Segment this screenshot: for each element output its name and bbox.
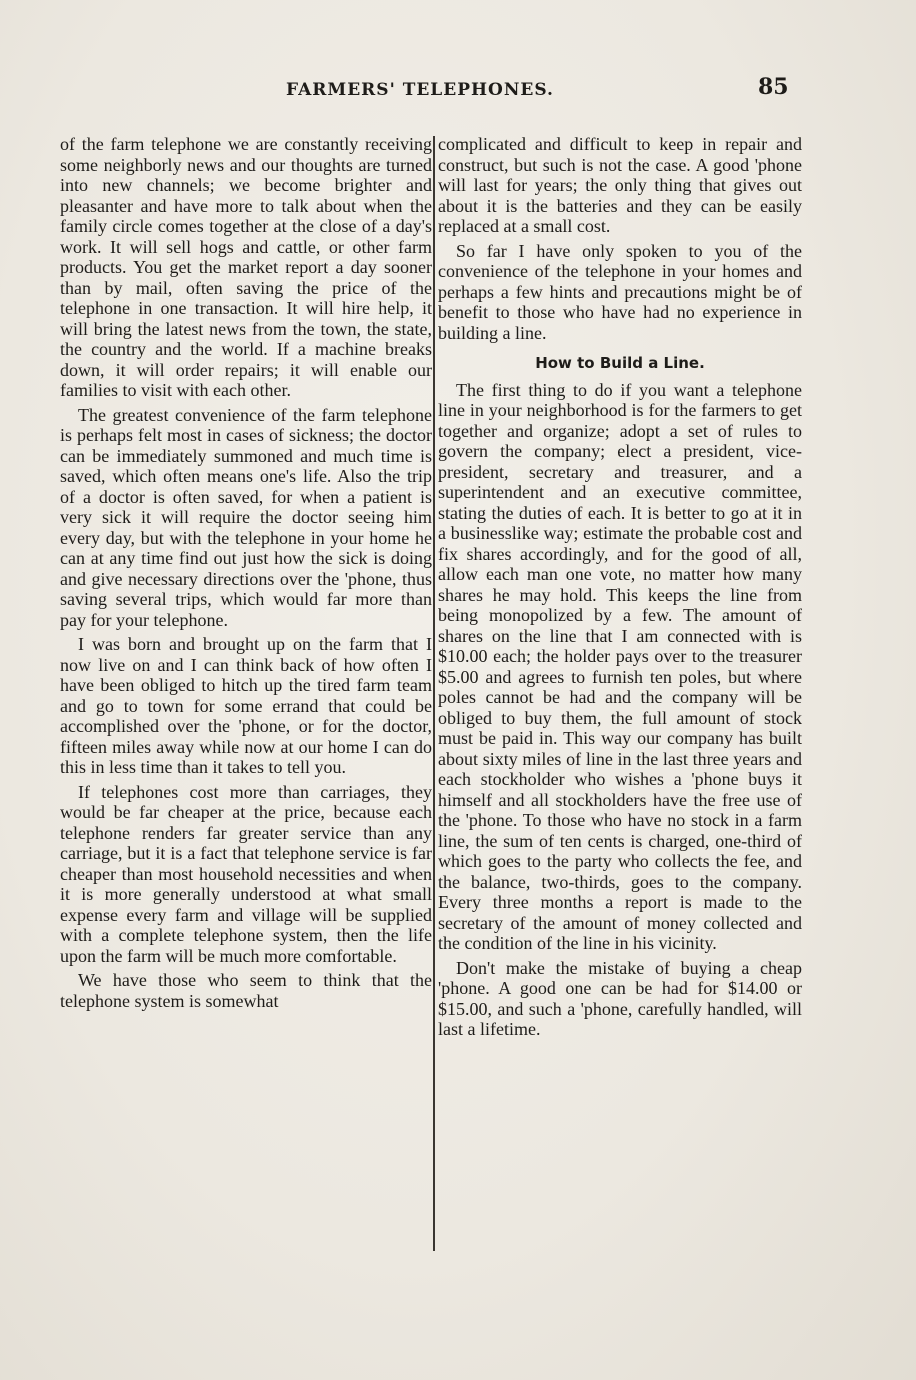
paragraph: We have those who seem to think that the telephone system is somewhat: [60, 970, 432, 1011]
paragraph: of the farm telephone we are constantly receiving some neighborly news and our thoughts are turned into new channels; we become brighter and pleasanter and have more to talk about when the family circle comes together at the close of a day's work. It will sell hogs and cattle, or other farm products. You get the market report a day sooner than by mail, often saving the price of the telephone in one transaction. It will hire help, it will bring the latest news from the town, the state, the country and the world. If a machine breaks down, it will order repairs; it will enable our families to visit with each other.: [60, 134, 432, 400]
column-divider: [433, 136, 435, 1251]
paragraph: Don't make the mistake of buying a cheap 'phone. A good one can be had for $14.00 or $15.00, and such a 'phone, carefully handled, will last a lifetime.: [438, 957, 802, 1039]
paragraph: I was born and brought up on the farm that I now live on and I can think back of how often I have been obliged to hitch up the tired farm team and go to town for some errand that could be accomplished over the 'phone, or for the doctor, fifteen miles away while now at our home I can do this in less time than it takes to tell you.: [60, 634, 432, 777]
left-column: [60, 134, 432, 1015]
paragraph: The greatest convenience of the farm telephone is perhaps felt most in cases of sickness; the doctor can be immediately summoned and much time is saved, which often means one's life. Also the trip of a doctor is often saved, for when a patient is very sick it will require the doctor seeing him every day, but with the telephone in your home he can at any time find out just how the sick is doing and give necessary directions over the 'phone, thus saving several trips, which would far more than pay for your telephone.: [60, 404, 432, 630]
page-header: [0, 74, 916, 114]
paragraph: complicated and difficult to keep in repair and construct, but such is not the case. A good 'phone will last for years; the only thing that gives out about it is the batteries and they can be easily replaced at a small cost.: [438, 134, 802, 236]
section-heading: How to Build a Line.: [535, 354, 705, 372]
paragraph: If telephones cost more than carriages, they would be far cheaper at the price, because each telephone renders far greater service than any carriage, but it is a fact that telephone service is far cheaper than most household necessities and when it is more generally understood at what small expense every farm and village will be supplied with a complete telephone system, then the life upon the farm will be much more comfortable.: [60, 781, 432, 966]
running-title: FARMERS' TELEPHONES.: [286, 80, 554, 100]
paragraph: The first thing to do if you want a telephone line in your neighborhood is for the farmers to get together and organize; adopt a set of rules to govern the company; elect a president, vice-president, secretary and treasurer, and a superintendent and an executive committee, stating the duties of each. It is better to go at it in a businesslike way; estimate the probable cost and fix shares accordingly, and for the good of all, allow each man one vote, no matter how many shares he may hold. This keeps the line from being monopolized by a few. The amount of shares on the line that I am connected with is $10.00 each; the holder pays over to the treasurer $5.00 and agrees to furnish ten poles, but where poles cannot be had and the company will be obliged to buy them, the full amount of stock must be paid in. This way our company has built about sixty miles of line in the last three years and each stockholder who wishes a 'phone buys it himself and all stockholders have the free use of the 'phone. To those who have no stock in a farm line, the sum of ten cents is charged, one-third of which goes to the party who collects the fee, and the balance, two-thirds, goes to the company. Every three months a report is made to the secretary of the amount of money collected and the condition of the line in his vicinity.: [438, 379, 802, 953]
paragraph: So far I have only spoken to you of the convenience of the telephone in your homes and perhaps a few hints and precautions might be of benefit to those who have had no experience in building a line.: [438, 240, 802, 343]
page-number: 85: [758, 74, 789, 100]
right-column: [438, 134, 802, 1044]
